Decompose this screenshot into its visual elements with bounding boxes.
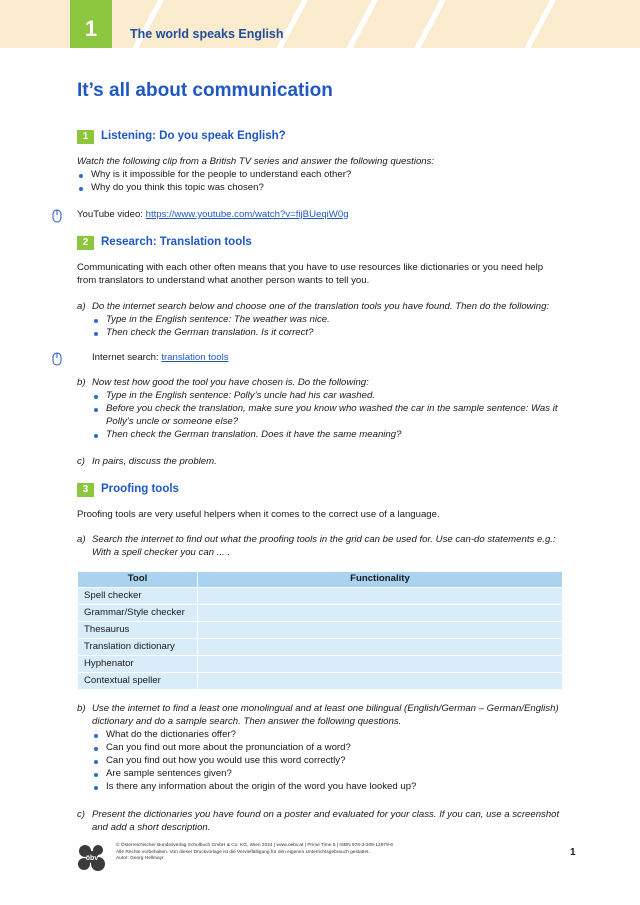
list-item: What do the dictionaries offer? [92,729,563,742]
page-number: 1 [570,847,576,858]
logo-text: öbv [85,855,99,862]
task-2c [77,456,563,469]
chapter-number: 1 [70,0,112,48]
list-item: Type in the English sentence: The weather was nice. [92,314,563,327]
search-line [92,352,578,365]
tool-cell: Hyphenator [78,656,198,673]
header-stripe [403,0,452,48]
functionality-cell[interactable] [198,639,563,656]
task-3c [77,809,563,835]
publisher-logo [76,843,108,873]
section-number: 3 [77,483,94,497]
functionality-cell[interactable] [198,605,563,622]
tool-cell: Grammar/Style checker [78,605,198,622]
section-title: Proofing tools [101,483,179,495]
task-text: Use the internet to find a least one monolingual and at least one bilingual (English/German – German/English) dictionary and do a sample search. Then answer the following questions. [92,703,559,727]
task-3b [77,703,563,794]
footer-line: Alle Rechte vorbehalten. Von dieser Druckvorlage ist die Vervielfältigung für den eigenen Unterrichtsgebrauch gestattet. [116,849,370,855]
tool-cell: Contextual speller [78,673,198,690]
section-1-heading [77,129,286,145]
task-letter: a) [77,534,86,545]
search-link[interactable]: translation tools [161,352,229,363]
tool-cell: Translation dictionary [78,639,198,656]
table-row [78,622,563,639]
section-2-heading [77,235,252,251]
list-item: Are sample sentences given? [92,768,563,781]
list-item: Type in the English sentence: Polly’s uncle had his car washed. [92,390,563,403]
section-title: Research: Translation tools [101,236,252,248]
task-2b [77,377,563,442]
list-item: Why is it impossible for the people to understand each other? [77,169,563,182]
table-row [78,605,563,622]
table-row [78,639,563,656]
column-header: Functionality [198,572,563,588]
functionality-cell[interactable] [198,588,563,605]
list-item: Can you find out more about the pronunciation of a word? [92,742,563,755]
table-row [78,588,563,605]
task-text: Present the dictionaries you have found on a poster and evaluated for your class. If you can, use a screenshot and add a short description. [92,809,560,833]
task-letter: b) [77,377,86,388]
footer-copyright [116,843,436,863]
video-link[interactable]: https://www.youtube.com/watch?v=fijBUeqiW0g [145,209,349,220]
table-row [78,673,563,690]
tool-cell: Spell checker [78,588,198,605]
search-label: Internet search: [92,352,162,363]
task-text: Now test how good the tool you have chosen is. Do the following: [92,377,369,388]
list-item: Is there any information about the origin of the word you have looked up? [92,781,563,794]
section-1-body [77,156,563,195]
functionality-cell[interactable] [198,622,563,639]
task-letter: c) [77,809,85,820]
section-title: Listening: Do you speak English? [101,130,286,142]
chapter-title: The world speaks English [130,27,284,41]
section-intro: Proofing tools are very useful helpers when it comes to the correct use of a language. [77,509,440,520]
video-label: YouTube video: [77,209,146,220]
list-item: Then check the German translation. Is it correct? [92,327,563,340]
header-stripe [335,0,384,48]
page-header [0,0,640,48]
video-line [77,209,563,222]
task-text: In pairs, discuss the problem. [92,456,217,467]
task-3a [77,534,563,560]
section-intro: Watch the following clip from a British TV series and answer the following questions: [77,156,435,167]
task-text: Do the internet search below and choose one of the translation tools you have found. Then do the following: [92,301,550,312]
column-header: Tool [78,572,198,588]
section-number: 1 [77,130,94,144]
list-item: Can you find out how you would use this word correctly? [92,755,563,768]
section-number: 2 [77,236,94,250]
functionality-cell[interactable] [198,656,563,673]
section-intro: Communicating with each other often means that you have to use resources like dictionaries or you need help from translators to understand what another person wants to tell you. [77,262,544,286]
section-3-heading [77,482,179,498]
mouse-icon [52,352,62,366]
proofing-tools-table [77,571,563,690]
task-letter: a) [77,301,86,312]
task-text: Search the internet to find out what the proofing tools in the grid can be used for. Use can-do statements e.g.: With a spell checker you can ... . [92,534,556,558]
task-letter: c) [77,456,85,467]
task-2a [77,301,563,340]
functionality-cell[interactable] [198,673,563,690]
list-item: Then check the German translation. Does it have the same meaning? [92,429,563,442]
mouse-icon [52,209,62,223]
header-stripe [513,0,562,48]
tool-cell: Thesaurus [78,622,198,639]
task-letter: b) [77,703,86,714]
footer-line: © Österreichischer Bundesverlag Schulbuch GmbH & Co. KG, Wien 2024 | www.oebv.at | Prime Time 5 | ISBN 978-3-209-12979-6 [116,843,393,848]
list-item: Why do you think this topic was chosen? [77,182,563,195]
table-row [78,656,563,673]
page-title: It’s all about communication [77,80,333,101]
footer-line: Autor: Georg Hellmayr [116,856,164,862]
list-item: Before you check the translation, make sure you know who washed the car in the sample sentence: Was it Polly’s uncle or someone else? [92,403,563,429]
